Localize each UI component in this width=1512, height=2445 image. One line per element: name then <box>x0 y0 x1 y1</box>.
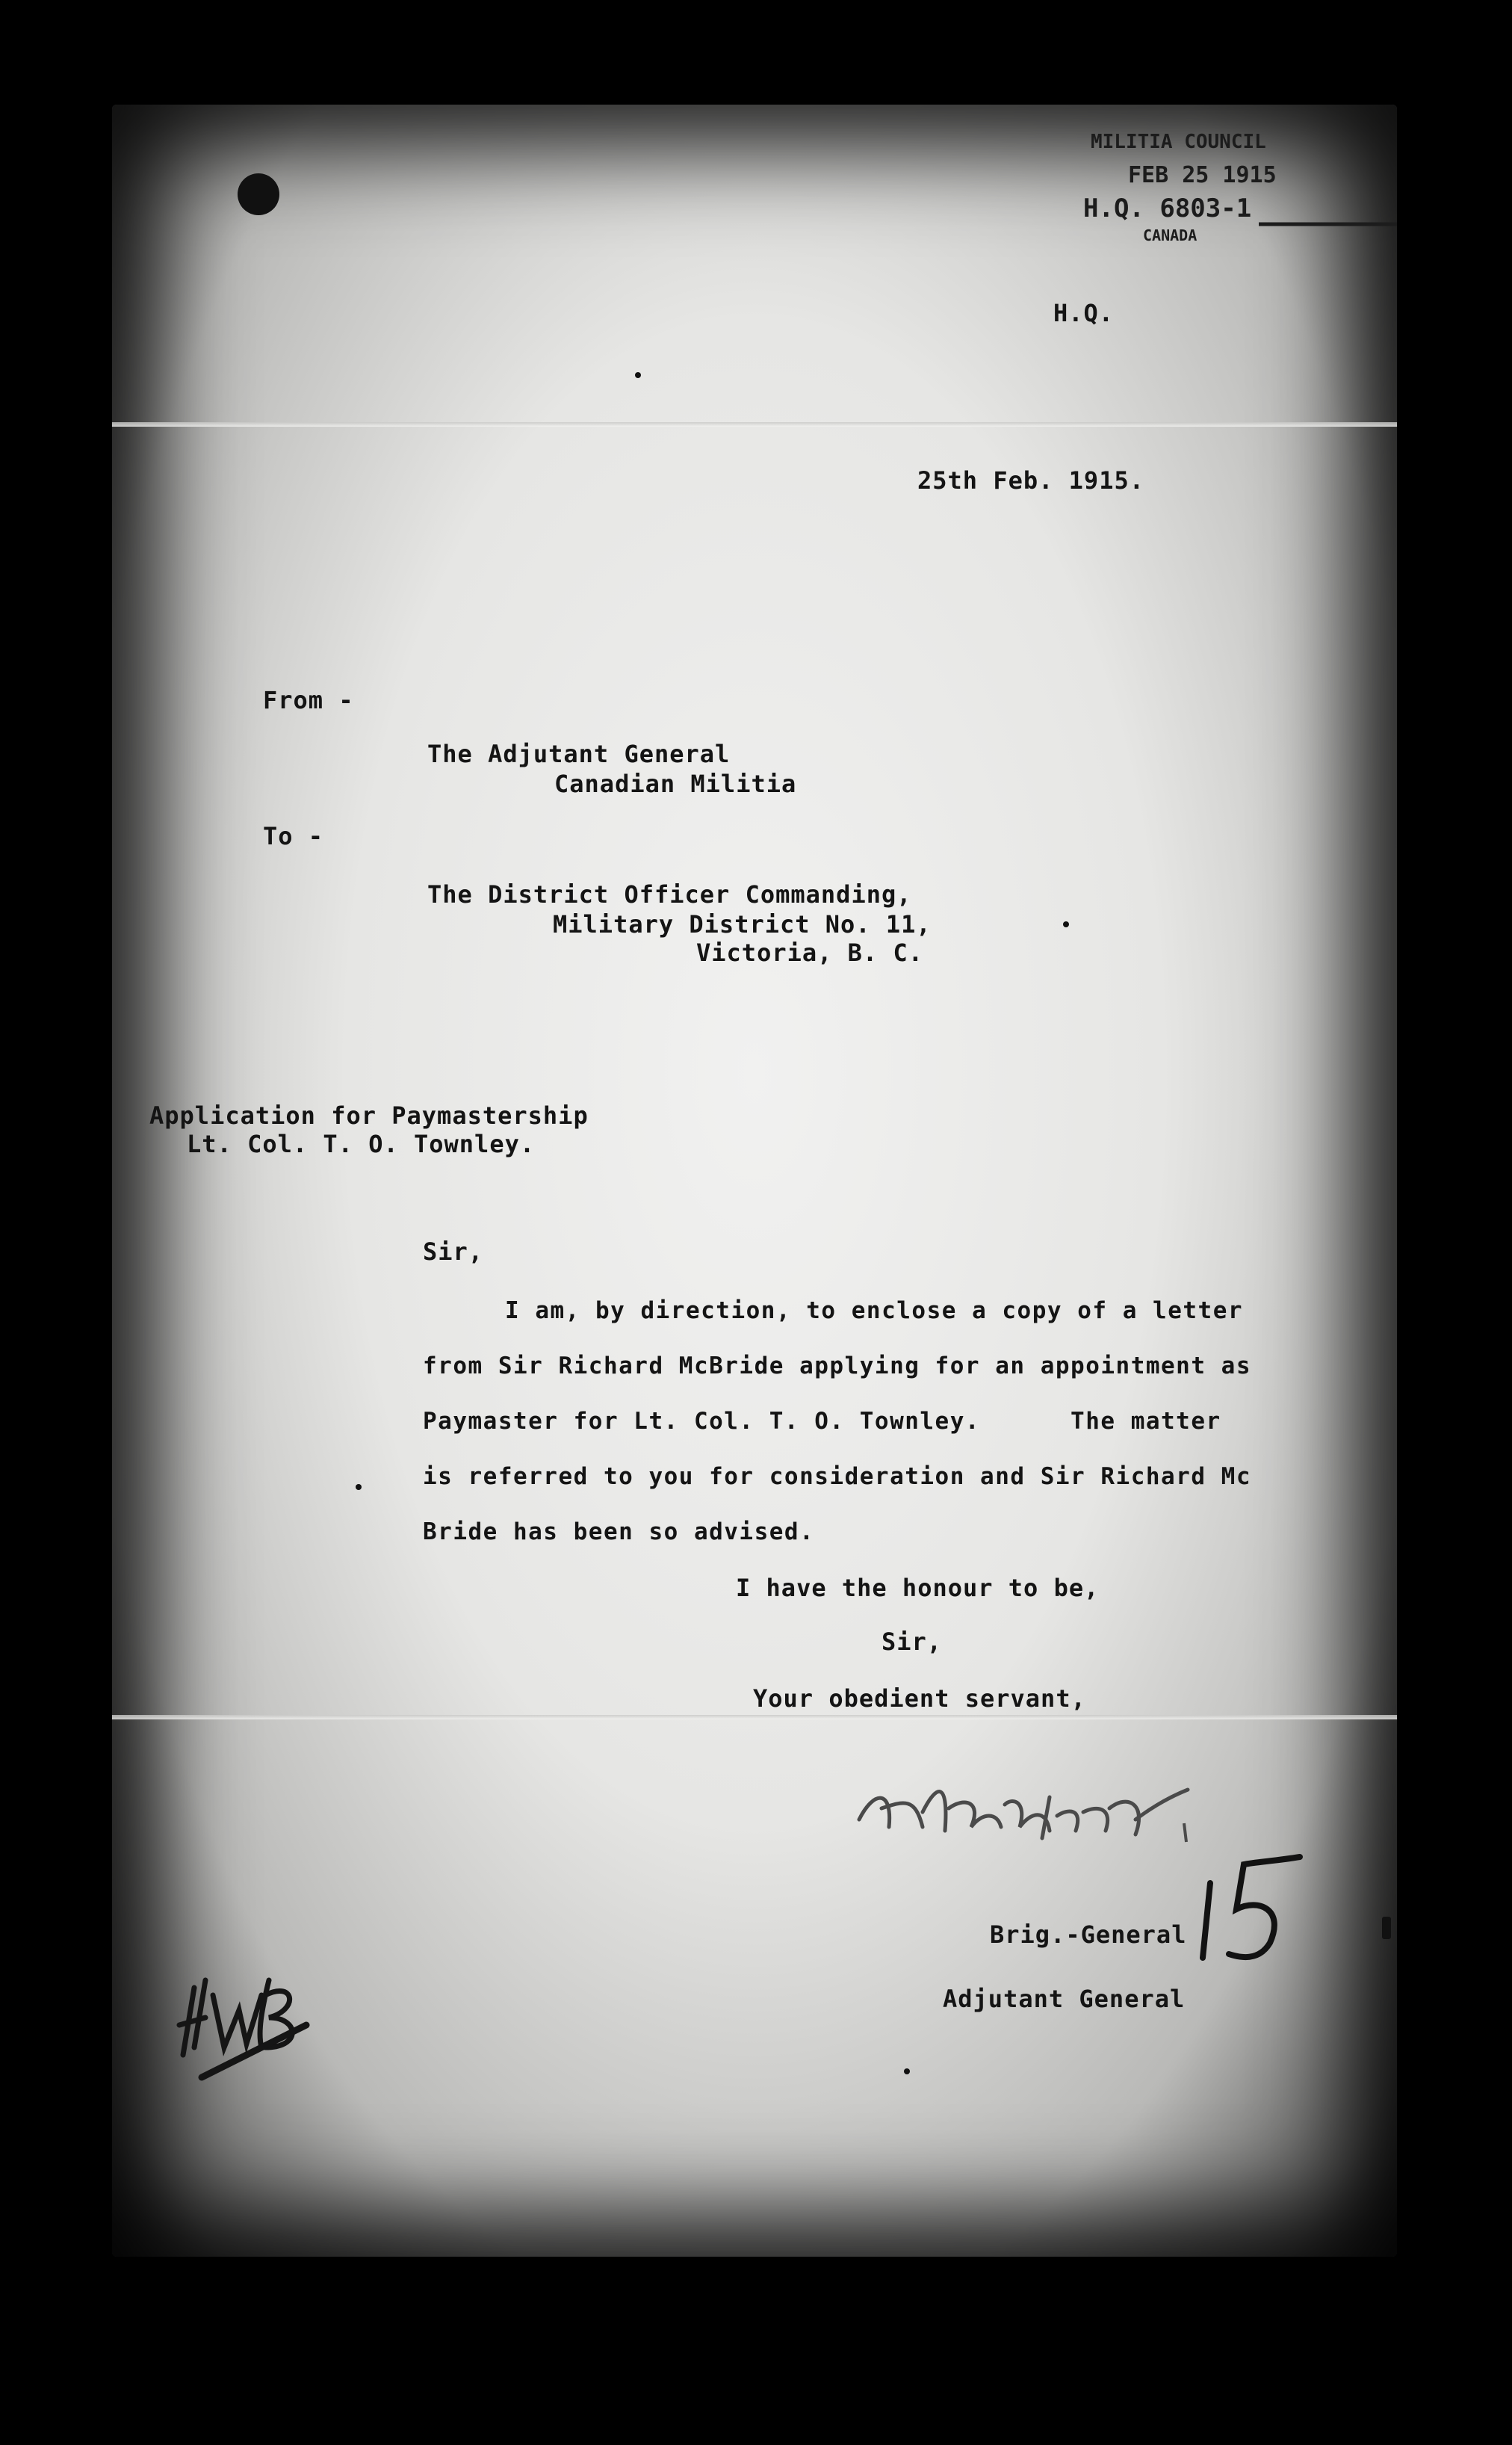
speck <box>1063 921 1069 927</box>
margin-number-15 <box>1188 1846 1322 1973</box>
fold-line <box>112 422 1397 427</box>
speck <box>356 1484 362 1490</box>
signature-title: Adjutant General <box>943 1985 1186 2013</box>
stamp-underline <box>1259 219 1401 229</box>
to-line: Victoria, B. C. <box>696 939 923 967</box>
from-line: Canadian Militia <box>554 770 797 798</box>
margin-initials <box>172 1965 321 2092</box>
body-line: Bride has been so advised. <box>423 1518 815 1545</box>
stamp-date: FEB 25 1915 <box>1128 162 1277 188</box>
body-line: from Sir Richard McBride applying for an appointment as <box>423 1353 1251 1379</box>
received-stamp <box>1083 131 1397 250</box>
closing-line: Your obedient servant, <box>753 1684 1086 1713</box>
stamp-line: CANADA <box>1143 226 1197 244</box>
to-line: Military District No. 11, <box>553 910 932 939</box>
salutation: Sir, <box>423 1237 484 1266</box>
from-label: From - <box>263 686 354 714</box>
stamp-file-number: H.Q. 6803-1 <box>1083 194 1252 223</box>
hq-label: H.Q. <box>1053 299 1115 327</box>
speck <box>635 372 641 378</box>
from-line: The Adjutant General <box>427 740 731 768</box>
fold-line <box>112 1715 1397 1719</box>
stamp-line: MILITIA COUNCIL <box>1091 131 1266 153</box>
closing-line: Sir, <box>882 1628 943 1656</box>
subject-line: Application for Paymastership <box>149 1101 589 1130</box>
signature-title: Brig.-General <box>990 1920 1187 1949</box>
body-line: I am, by direction, to enclose a copy of a letter <box>505 1297 1244 1324</box>
body-line: Paymaster for Lt. Col. T. O. Townley. The matter <box>423 1408 1221 1435</box>
signature-image <box>852 1767 1195 1849</box>
speck <box>904 2068 910 2074</box>
speck <box>1382 1917 1391 1939</box>
to-line: The District Officer Commanding, <box>427 880 912 909</box>
closing-line: I have the honour to be, <box>736 1574 1100 1602</box>
body-line: is referred to you for consideration and Sir Richard Mc <box>423 1463 1251 1490</box>
to-label: To - <box>263 822 324 850</box>
punch-hole <box>238 173 279 215</box>
subject-line: Lt. Col. T. O. Townley. <box>187 1130 536 1158</box>
letter-date: 25th Feb. 1915. <box>917 466 1144 495</box>
